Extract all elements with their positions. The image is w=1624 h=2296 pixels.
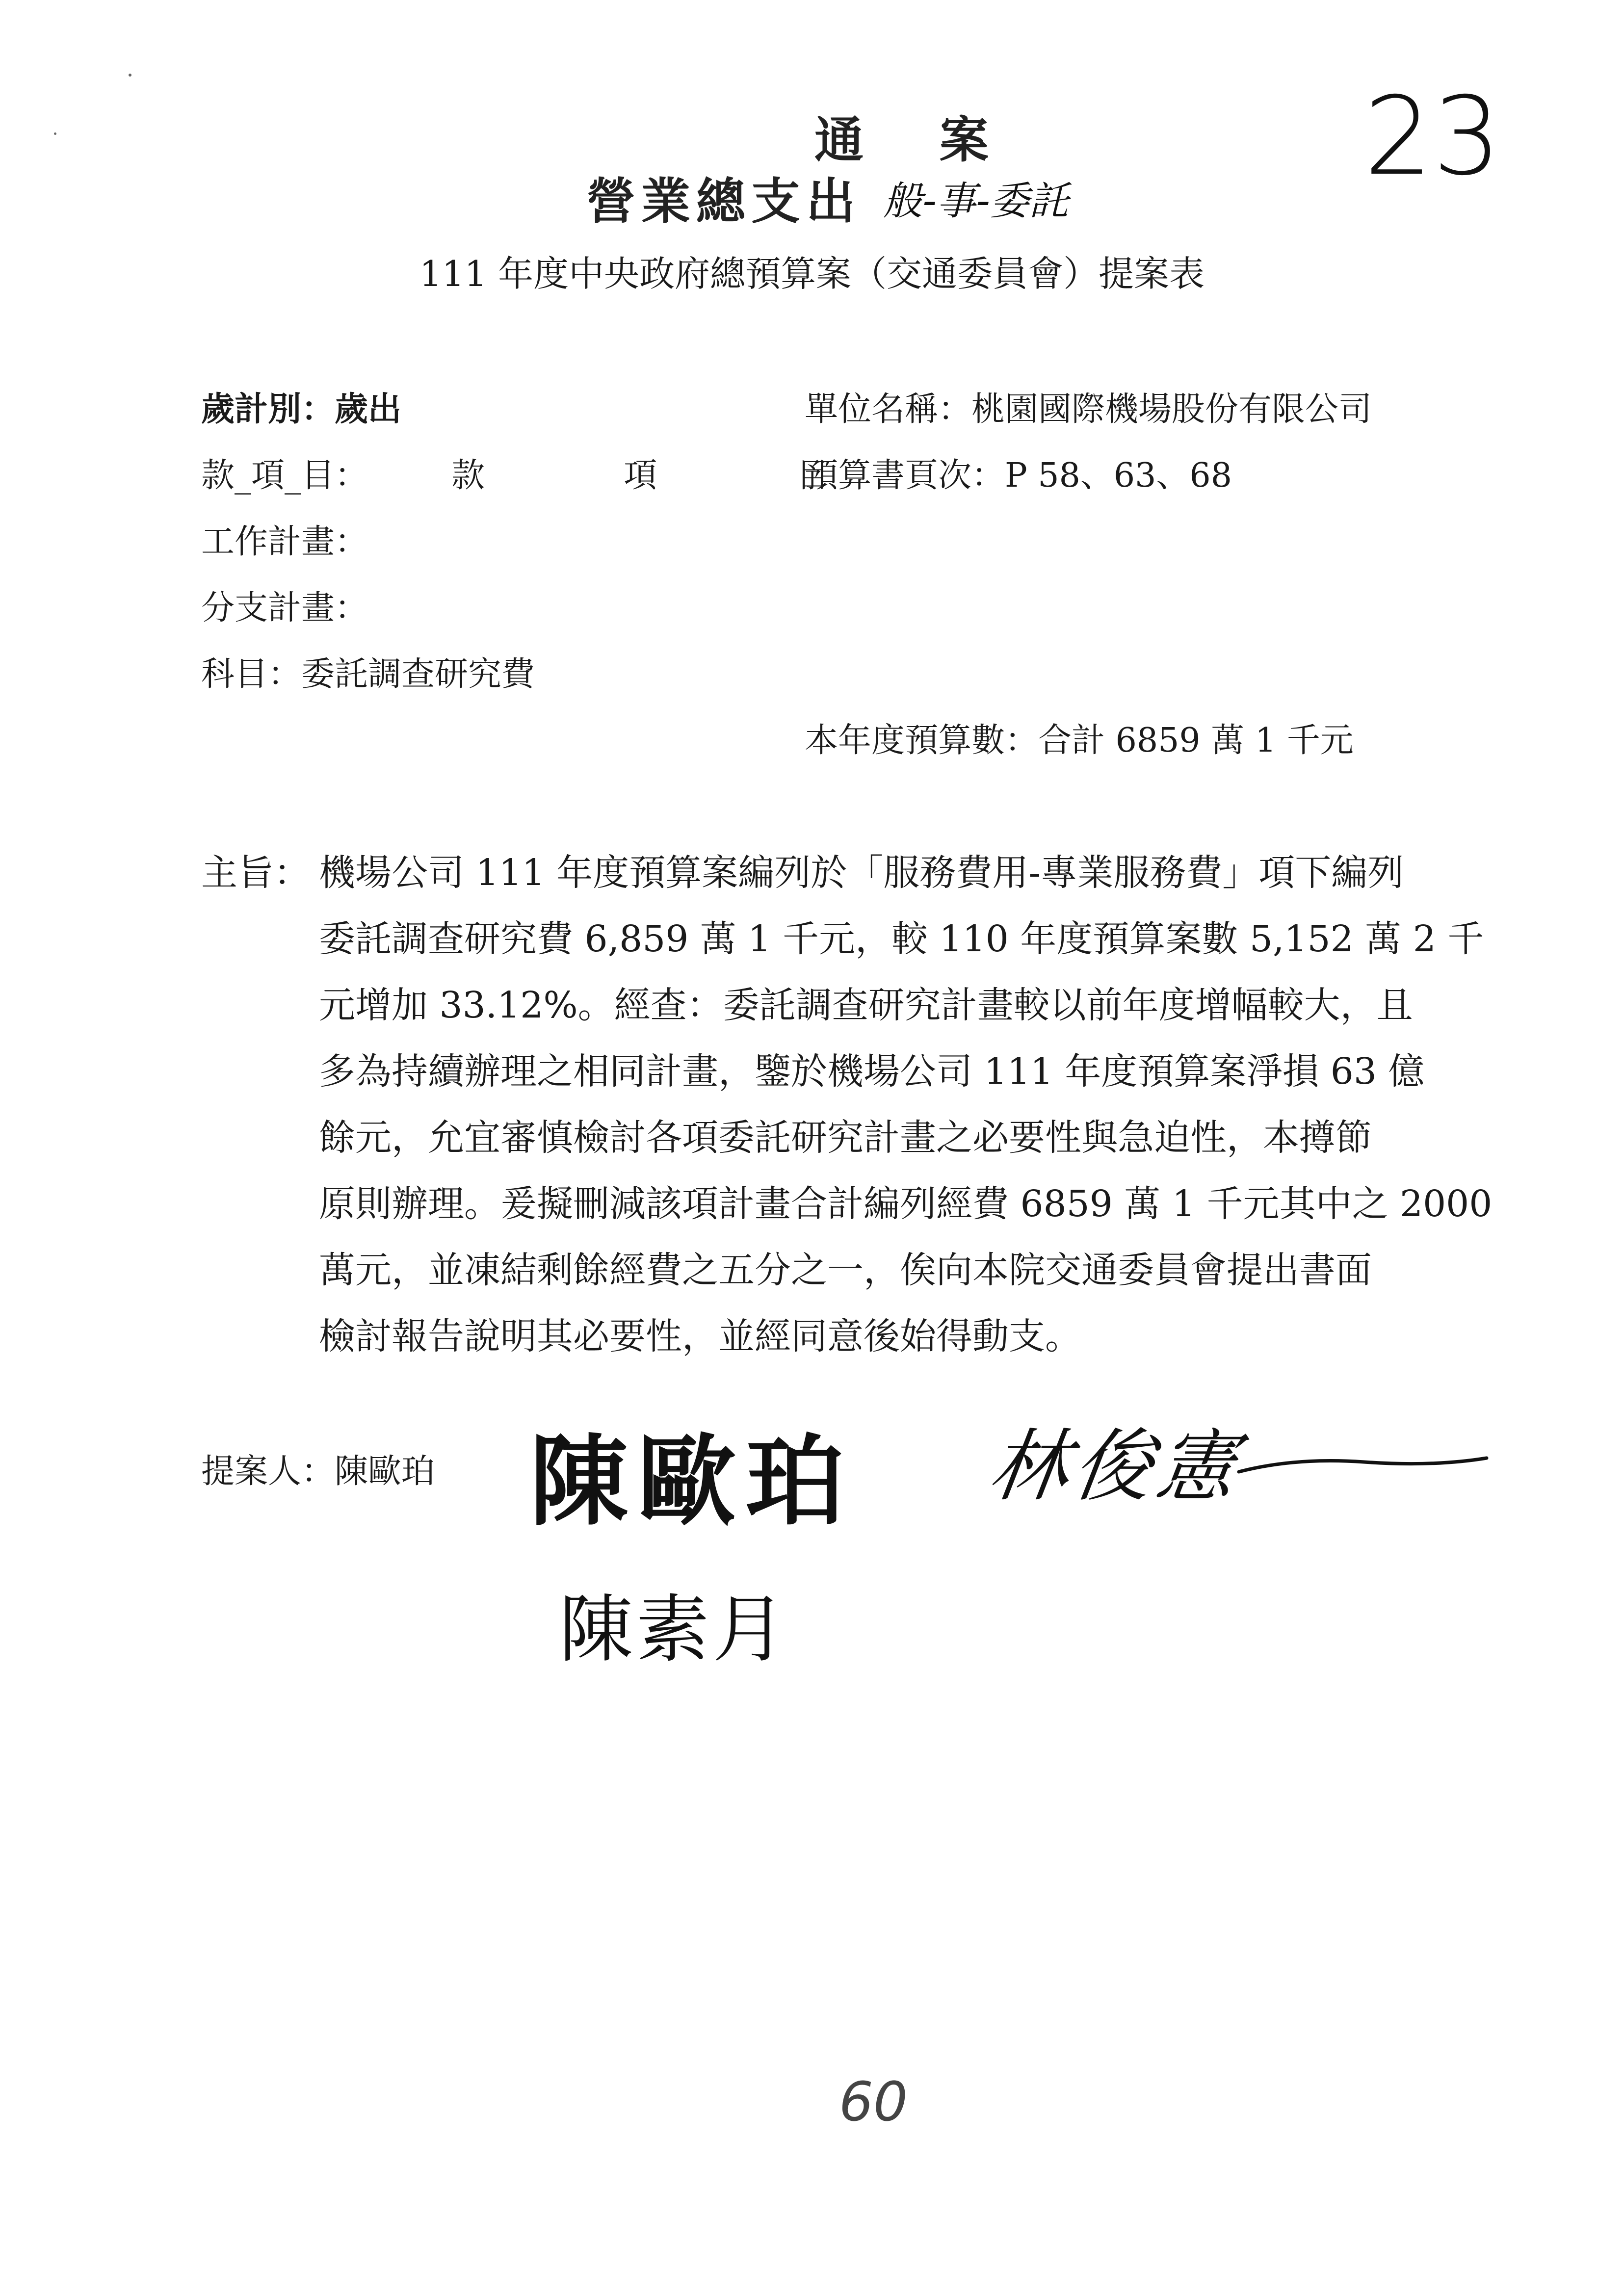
subject: 科目：委託調查研究費: [201, 655, 535, 694]
purpose-line: 元增加 33.12%。經查：委託調查研究計畫較以前年度增幅較大，且: [319, 984, 1413, 1026]
branch-plan: 分支計畫：: [201, 589, 368, 627]
purpose-label: 主旨：: [201, 852, 310, 894]
document-title: 111 年度中央政府總預算案（交通委員會）提案表: [419, 253, 1205, 294]
work-plan: 工作計畫：: [201, 522, 368, 561]
scan-speck: [54, 132, 56, 135]
kuan-xiang-mu-value: 款 項 目: [451, 456, 869, 495]
purpose-line: 委託調查研究費 6,859 萬 1 千元，較 110 年度預算案數 5,152 萬 2 千: [319, 918, 1484, 960]
scan-speck: [129, 74, 131, 77]
purpose-line: 原則辦理。爰擬刪減該項計畫合計編列經費 6859 萬 1 千元其中之 2000: [319, 1183, 1493, 1225]
purpose-line: 多為持續辦理之相同計畫，鑒於機場公司 111 年度預算案淨損 63 億: [319, 1050, 1425, 1093]
purpose-line: 檢討報告說明其必要性，並經同意後始得動支。: [319, 1315, 1081, 1357]
budget-pages: 預算書頁次：P 58、63、68: [805, 456, 1232, 495]
handwritten-category-note: 般-事-委託: [883, 178, 1069, 224]
purpose-line: 餘元，允宜審慎檢討各項委託研究計畫之必要性與急迫性，本撙節: [319, 1117, 1372, 1159]
purpose-line: 機場公司 111 年度預算案編列於「服務費用-專業服務費」項下編列: [319, 852, 1404, 894]
purpose-line: 萬元，並凍結剩餘經費之五分之一，俟向本院交通委員會提出書面: [319, 1249, 1372, 1291]
budget-type: 歲計別：歲出: [201, 390, 402, 429]
stamp-passed: 通 案: [814, 111, 1018, 169]
signature-chen-su-yue: 陳素月: [559, 1587, 789, 1672]
annual-budget: 本年度預算數：合計 6859 萬 1 千元: [805, 721, 1354, 760]
signature-flourish: [1236, 1452, 1492, 1482]
signature-chen-ou-po: 陳歐珀: [530, 1425, 854, 1539]
signature-lin-jun-xian: 林俊憲: [983, 1420, 1247, 1512]
kuan-xiang-mu-label: 款_項_目：: [201, 456, 368, 495]
stamp-category: 營業總支出: [586, 172, 861, 230]
handwritten-page-number: 23: [1364, 74, 1501, 199]
proposer-label: 提案人：陳歐珀: [201, 1452, 435, 1491]
page-number: 60: [839, 2070, 908, 2133]
unit-name: 單位名稱：桃園國際機場股份有限公司: [805, 390, 1372, 429]
